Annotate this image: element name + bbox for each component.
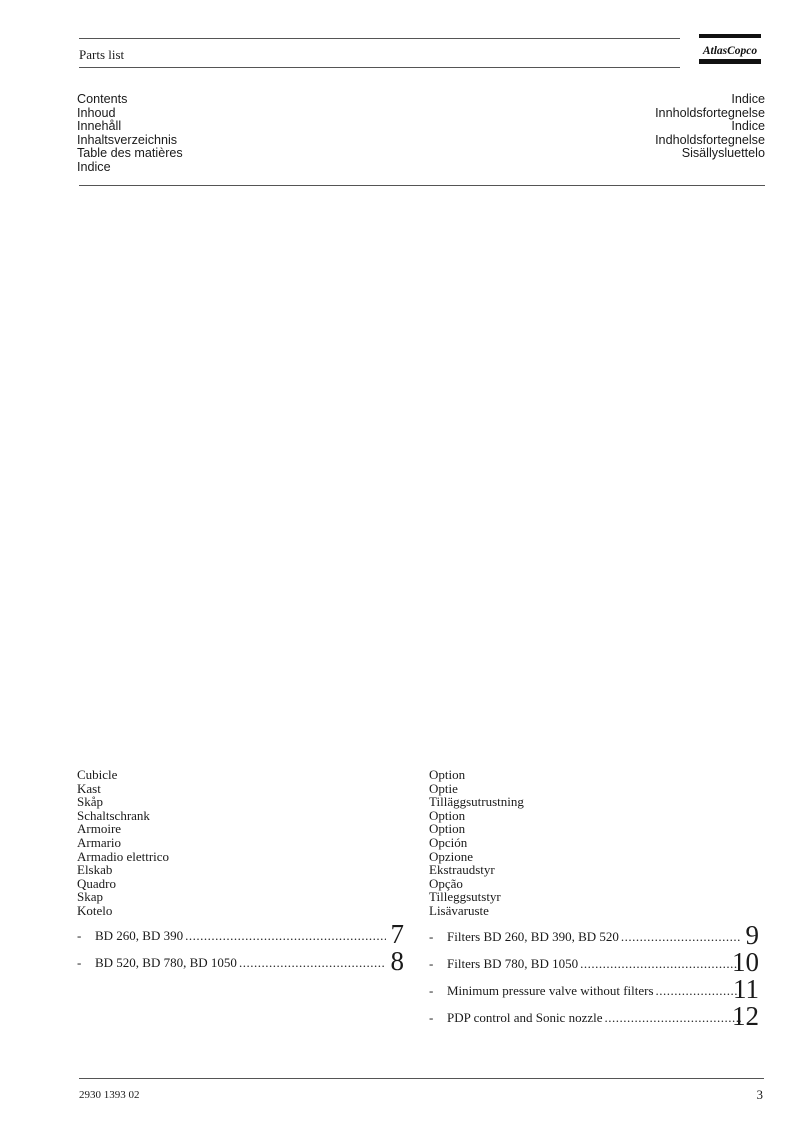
section-heading: Elskab	[77, 862, 113, 878]
section-heading: Armoire	[77, 821, 122, 837]
section-heading: Optie	[429, 780, 458, 796]
contents-title: Contents	[77, 92, 128, 106]
contents-title: Indice	[731, 92, 765, 106]
footer-rule	[79, 1078, 764, 1079]
page-title: Parts list	[79, 47, 125, 62]
section-heading: Skap	[77, 889, 103, 905]
option-headings	[429, 768, 524, 918]
toc-entry[interactable]	[77, 919, 404, 949]
section-heading: Armadio elettrico	[77, 848, 170, 864]
toc-entry[interactable]	[429, 947, 759, 977]
contents-title: Inhoud	[77, 105, 116, 120]
section-heading: Ekstraudstyr	[429, 862, 495, 878]
section-heading: Armario	[77, 834, 122, 850]
leader-dots	[621, 929, 741, 945]
contents-title: Inhaltsverzeichnis	[77, 132, 178, 147]
contents-titles-right	[655, 93, 765, 161]
section-heading: Option	[429, 807, 466, 823]
contents-title: Innholdsfortegnelse	[655, 105, 765, 120]
entry-label: Minimum pressure valve without filters	[447, 983, 654, 998]
contents-title: Indice	[77, 159, 111, 174]
section-heading: Kotelo	[77, 902, 113, 918]
section-heading: Opção	[429, 875, 463, 891]
entry-page-number: 10	[732, 947, 759, 977]
entry-dash: -	[429, 956, 434, 971]
entry-dash: -	[77, 955, 82, 970]
entry-label: BD 260, BD 390	[95, 928, 184, 943]
contents-title: Sisällysluettelo	[681, 146, 765, 161]
section-heading: Option	[429, 821, 466, 837]
section-heading: Opción	[429, 834, 468, 850]
leader-dots	[605, 1010, 742, 1026]
section-heading: Lisävaruste	[429, 902, 489, 918]
entry-page-number: 7	[390, 919, 404, 949]
entry-dash: -	[77, 928, 82, 943]
header-bottom-rule	[79, 67, 680, 68]
page-number: 3	[756, 1087, 763, 1102]
entry-page-number: 11	[733, 974, 759, 1004]
leader-dots	[580, 956, 741, 972]
section-heading: Cubicle	[77, 767, 118, 782]
entry-page-number: 8	[390, 946, 404, 976]
section-heading: Tilleggsutstyr	[429, 889, 501, 905]
entry-label: PDP control and Sonic nozzle	[447, 1010, 603, 1025]
entry-label: Filters BD 780, BD 1050	[447, 956, 579, 971]
toc-entry[interactable]	[429, 920, 759, 950]
entry-dash: -	[429, 1010, 434, 1025]
contents-title: Indholdsfortegnelse	[655, 132, 765, 147]
document-code: 2930 1393 02	[79, 1089, 140, 1101]
section-heading: Tilläggsutrustning	[429, 794, 524, 810]
toc-entry[interactable]	[429, 974, 759, 1004]
contents-title: Innehåll	[77, 119, 122, 134]
svg-text:AtlasCopco: AtlasCopco	[702, 45, 758, 57]
entry-page-number: 9	[745, 920, 759, 950]
entry-label: Filters BD 260, BD 390, BD 520	[447, 929, 619, 944]
entry-page-number: 12	[732, 1001, 759, 1031]
contents-titles-left	[77, 93, 183, 175]
section-heading: Skåp	[77, 794, 103, 810]
contents-title: Indice	[731, 119, 765, 134]
section-heading: Kast	[77, 780, 101, 796]
toc-entry[interactable]	[429, 1001, 759, 1031]
section-heading: Schaltschrank	[77, 807, 150, 823]
header-top-rule	[79, 38, 680, 39]
section-heading: Opzione	[429, 848, 474, 864]
section-heading: Quadro	[77, 875, 116, 891]
cubicle-headings	[77, 768, 169, 918]
leader-dots	[656, 983, 741, 999]
entry-dash: -	[429, 983, 434, 998]
contents-divider	[79, 185, 765, 186]
toc-entry[interactable]	[77, 946, 404, 976]
leader-dots	[239, 955, 386, 971]
leader-dots	[185, 928, 386, 944]
contents-title: Table des matières	[77, 146, 183, 161]
section-heading: Option	[429, 767, 466, 782]
entry-label: BD 520, BD 780, BD 1050	[95, 955, 237, 970]
atlas-copco-logo	[697, 33, 763, 69]
entry-dash: -	[429, 929, 434, 944]
